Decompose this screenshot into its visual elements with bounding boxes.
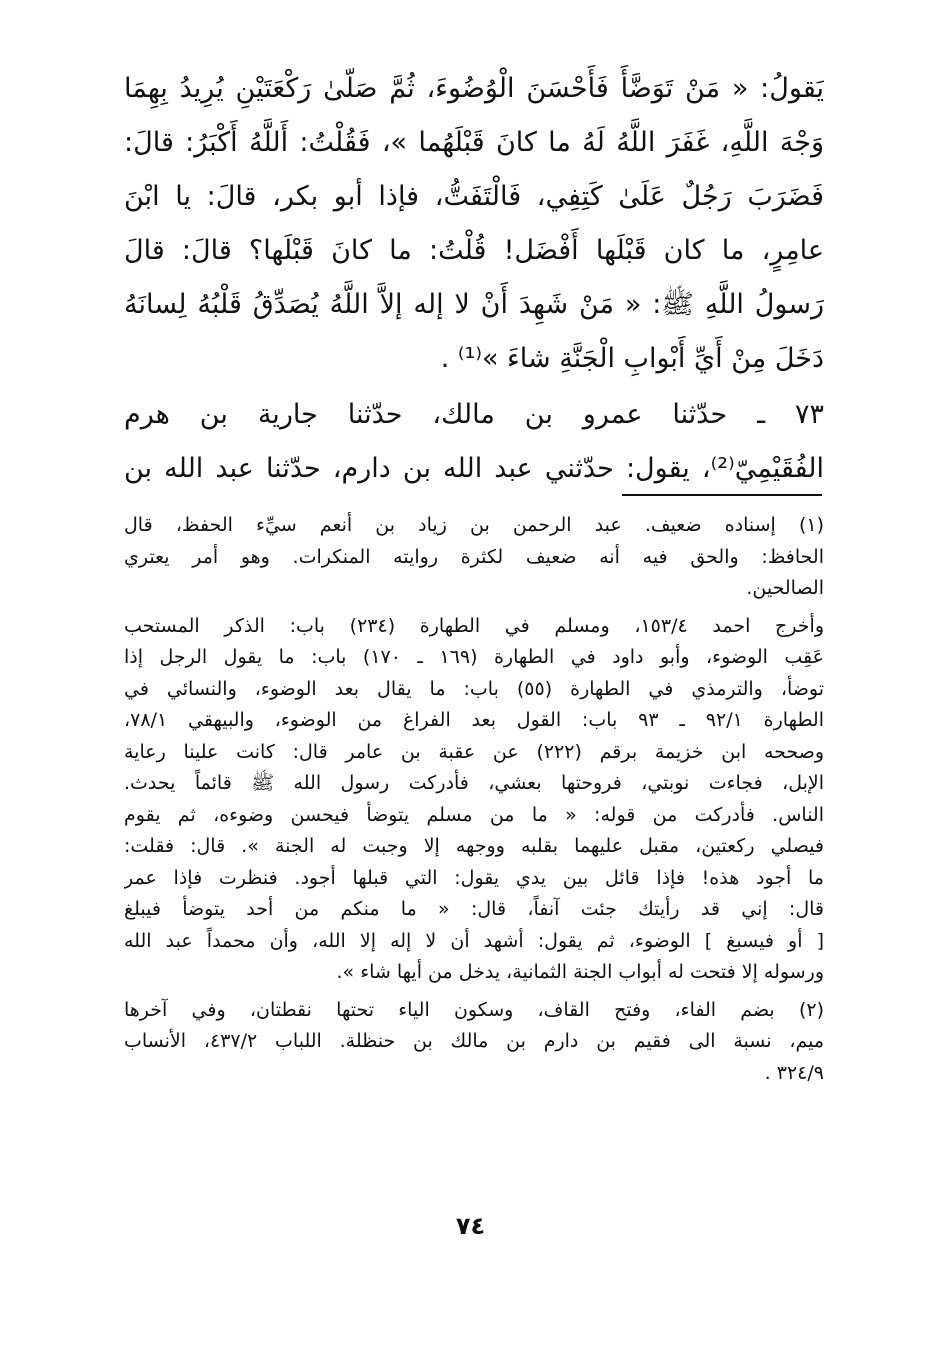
main-text-line: فَضَرَبَ رَجُلٌ عَلَىٰ كَتِفِي، فَالْتَفَتُّ، فإذا أبو بكر، قالَ: يا ابْنَ [124, 181, 824, 212]
footnote-line: وصححه ابن خزيمة برقم (٢٢٢) عن عقبة بن عامر قال: كانت علينا رعاية [124, 740, 824, 763]
footnote-line: (١) إسناده ضعيف. عبد الرحمن بن زياد بن أنعم سيِّء الحفظ، قال [124, 514, 824, 536]
footnote-line: ما أجود هذه! فإذا قائل بين يدي يقول: التي قبلها أجود. فنظرت فإذا عمر [124, 866, 824, 889]
footnote-separator [622, 494, 822, 496]
footnote-line: الطهارة ٩٢/١ ـ ٩٣ باب: القول بعد الفراغ من الوضوء، والبيهقي ٧٨/١، [124, 709, 824, 731]
main-text-line: عامِرٍ، ما كان قَبْلَها أَفْضَل! قُلْتُ: ما كانَ قَبْلَها؟ قالَ: قالَ [124, 235, 824, 266]
footnote-line: (٢) بضم الفاء، وفتح القاف، وسكون الياء تحتها نقطتان، وفي آخرها [124, 998, 824, 1021]
main-text-line: يَقولُ: « مَنْ تَوَضَّأَ فَأَحْسَنَ الْوُضُوءَ، ثُمَّ صَلّىٰ رَكْعَتَيْنِ يُرِيدُ بِهِمَا [124, 73, 824, 104]
footnote-line: ورسوله إلا فتحت له أبواب الجنة الثمانية، يدخل من أيها شاء ». [336, 961, 824, 983]
main-text-line: وَجْهَ اللَّهِ، غَفَرَ اللَّهُ لَهُ ما كانَ قَبْلَهُما »، فَقُلْتُ: أَللَّهُ أَكْبَرُ: قالَ: [124, 127, 824, 158]
footnote-line: قال: إني قد رأيتك جئت آنفاً، قال: « ما منكم من أحد يتوضأ فيبلغ [124, 898, 824, 920]
main-text-line: دَخَلَ مِنْ أَيِّ أَبْوابِ الْجَنَّةِ شاءَ »⁽¹⁾ . [440, 343, 824, 374]
footnote-line: ٣٢٤/٩ . [764, 1061, 824, 1084]
footnote-line: الحافظ: والحق فيه أنه ضعيف لكثرة روايته المنكرات. وهو أمر يعتري [124, 545, 824, 568]
footnote-line: وأخرج احمد ١٥٣/٤، ومسلم في الطهارة (٢٣٤) باب: الذكر المستحب [124, 614, 824, 637]
page-number: ٧٤ [455, 1212, 486, 1240]
footnote-line: الإبل، فجاءت نوبتي، فروحتها بعشي، فأدركت رسول الله ﷺ قائماً يحدث. [124, 772, 824, 794]
hadith-chain-line: الفُقَيْمِيّ⁽²⁾، يقول: حدّثني عبد الله بن دارم، حدّثنا عبد الله بن [124, 453, 824, 484]
footnote-line: توضأ، والترمذي في الطهارة (٥٥) باب: ما يقال بعد الوضوء، والنسائي في [124, 677, 824, 700]
footnotes-block [124, 510, 824, 1089]
footnote-line: ميم، نسبة الى فقيم بن دارم بن مالك بن حنظلة. اللباب ٤٣٧/٢، الأنساب [124, 1030, 824, 1052]
hadith-chain-line: ٧٣ ـ حدّثنا عمرو بن مالك، حدّثنا جارية بن هرم [124, 399, 824, 430]
footnote-line: [ أو فيسبغ ] الوضوء، ثم يقول: أشهد أن لا إله إلا الله، وأن محمداً عبد الله [124, 929, 824, 952]
footnote-line: فيصلي ركعتين، مقبل عليهما بقلبه ووجهه إلا وجبت له الجنة ». قال: فقلت: [124, 835, 824, 857]
footnote-line: الصالحين. [746, 577, 824, 599]
footnote-line: الناس. فأدركت من قوله: « ما من مسلم يتوضأ فيحسن وضوءه، ثم يقوم [124, 803, 824, 826]
main-text-line: رَسولُ اللَّهِ ﷺ: « مَنْ شَهِدَ أَنْ لا إله إلاَّ اللَّهُ يُصَدِّقُ قَلْبُهُ لِسانَهُ [124, 289, 824, 320]
main-text-block [124, 62, 824, 496]
footnote-line: عَقِب الوضوء، وأبو داود في الطهارة (١٦٩ ـ ١٧٠) باب: ما يقول الرجل إذا [124, 646, 824, 668]
